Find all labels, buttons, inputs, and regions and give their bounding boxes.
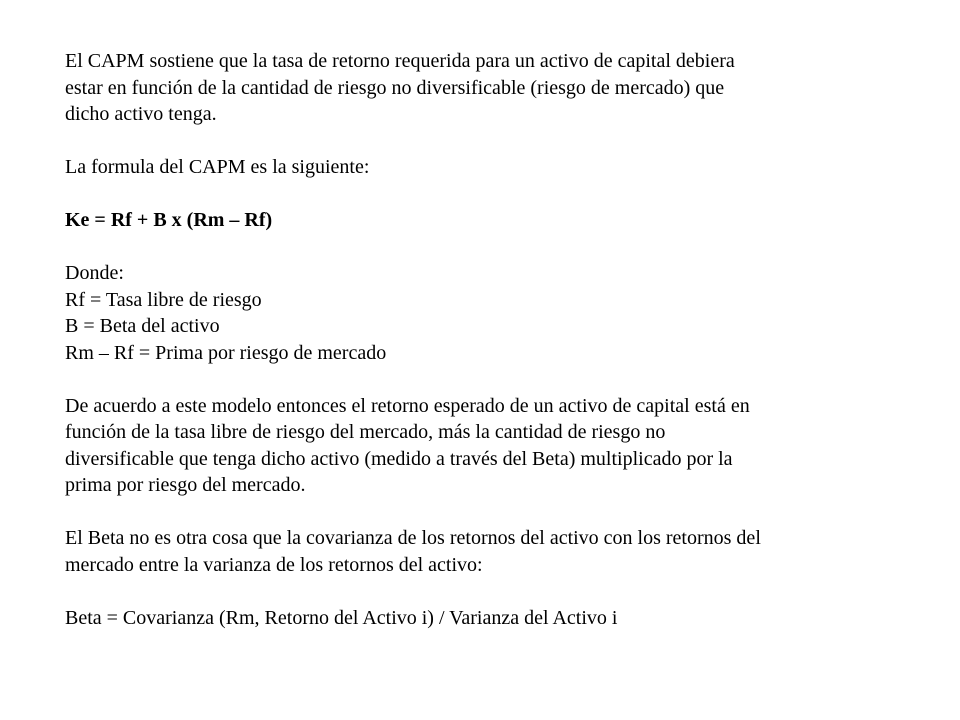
explanation-line: función de la tasa libre de riesgo del mercado, más la cantidad de riesgo no: [65, 421, 666, 443]
slide-content: [65, 48, 905, 631]
capm-formula: [65, 207, 905, 234]
definition-item: Rf = Tasa libre de riesgo: [65, 288, 262, 311]
spacer: [65, 499, 905, 526]
spacer: [65, 181, 905, 208]
intro-line: El CAPM sostiene que la tasa de retorno requerida para un activo de capital debiera: [65, 50, 735, 72]
capm-formula-text: Ke = Rf + B x (Rm – Rf): [65, 209, 273, 231]
explanation-paragraph: [65, 393, 905, 499]
spacer: [65, 234, 905, 261]
beta-formula-text: Beta = Covarianza (Rm, Retorno del Activo i) / Varianza del Activo i: [65, 606, 618, 629]
beta-formula: [65, 605, 905, 632]
definition-item: B = Beta del activo: [65, 315, 220, 337]
explanation-line: diversificable que tenga dicho activo (medido a través del Beta) multiplicado por la: [65, 447, 733, 470]
intro-line: dicho activo tenga.: [65, 103, 217, 125]
formula-intro: [65, 154, 905, 181]
intro-line: estar en función de la cantidad de riesgo no diversificable (riesgo de mercado) que: [65, 76, 725, 99]
spacer: [65, 578, 905, 605]
definitions: [65, 260, 905, 366]
beta-line: mercado entre la varianza de los retornos del activo:: [65, 553, 483, 576]
spacer: [65, 366, 905, 393]
definition-item: Rm – Rf = Prima por riesgo de mercado: [65, 341, 387, 364]
explanation-line: prima por riesgo del mercado.: [65, 474, 306, 496]
intro-paragraph: [65, 48, 905, 128]
spacer: [65, 128, 905, 155]
formula-intro-text: La formula del CAPM es la siguiente:: [65, 156, 370, 178]
beta-paragraph: [65, 525, 905, 578]
explanation-line: De acuerdo a este modelo entonces el retorno esperado de un activo de capital está en: [65, 394, 750, 417]
definitions-heading: Donde:: [65, 262, 124, 284]
beta-line: El Beta no es otra cosa que la covarianza de los retornos del activo con los retornos del: [65, 527, 761, 549]
